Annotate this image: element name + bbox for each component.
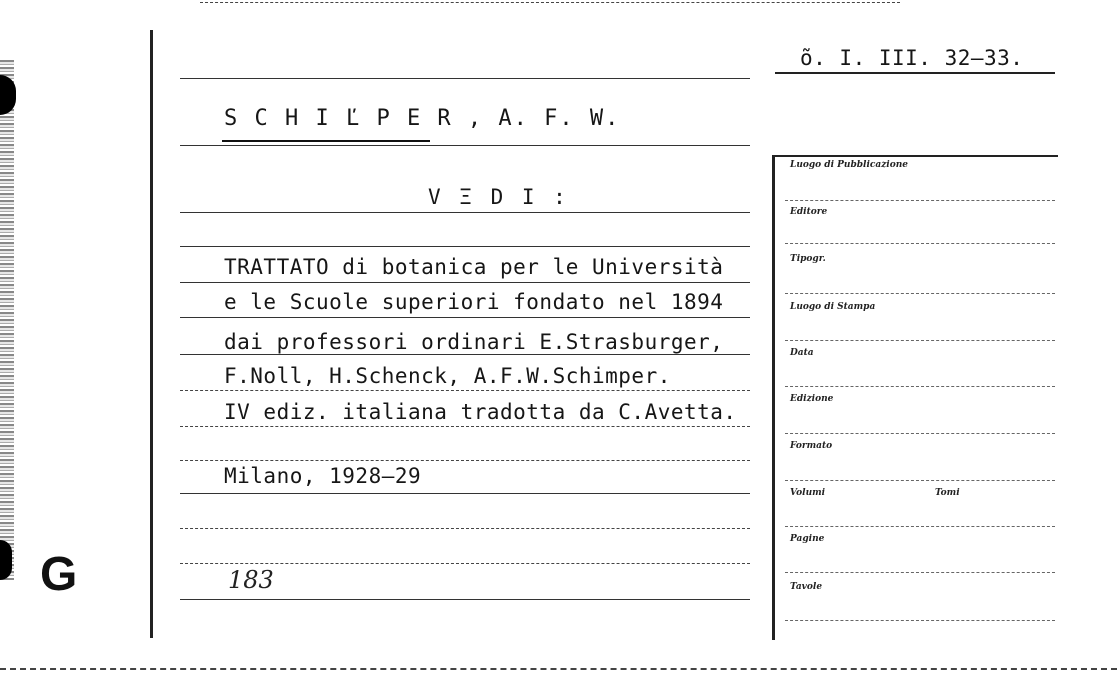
form-rule [785,200,1055,201]
rule-line [180,78,750,79]
left-margin-line [150,30,153,638]
form-label-editore: Editore [790,207,828,217]
rule-line [180,212,750,213]
form-rule [785,243,1055,244]
rule-line [180,282,750,283]
form-column-line [772,155,775,640]
rule-line [180,599,750,600]
rule-line [180,426,750,427]
handwritten-number: 183 [228,566,274,594]
top-edge-line [200,2,900,3]
form-label-tavole: Tavole [790,582,823,592]
form-label-pagine: Pagine [790,534,825,544]
rule-line [180,493,750,494]
rule-line [180,145,750,146]
entry-line-1: TRATTATO di botanica per le Università [224,255,724,279]
rule-line [180,354,750,355]
rule-line [180,528,750,529]
form-rule [785,340,1055,341]
form-rule [785,526,1055,527]
form-label-data: Data [790,348,814,358]
form-rule [785,572,1055,573]
form-label-volumi: Volumi [790,488,826,498]
author-underline [222,140,430,142]
entry-line-4: F.Noll, H.Schenck, A.F.W.Schimper. [224,364,671,388]
margin-letter: G [40,548,78,601]
vedi-label: V Ξ D I : [428,185,569,209]
form-rule [785,480,1055,481]
entry-line-3: dai professori ordinari E.Strasburger, [224,330,724,354]
form-top-rule [772,155,1058,157]
form-label-tipogr: Tipogr. [790,254,826,264]
call-number: õ. I. III. 32–33. [800,46,1024,70]
author-heading: S C H I Ľ P E R , A. F. W. [224,106,621,131]
form-label-luogo-pubblicazione: Luogo di Pubblicazione [790,160,908,170]
rule-line [180,317,750,318]
form-label-luogo-stampa: Luogo di Stampa [790,302,876,312]
call-number-rule [775,72,1055,74]
hole-punch-bottom [0,540,12,580]
form-label-edizione: Edizione [790,394,834,404]
form-label-formato: Formato [790,441,833,451]
rule-line [180,563,750,564]
form-rule [785,386,1055,387]
rule-line [180,246,750,247]
scan-edge-noise [0,60,14,580]
entry-line-6: Milano, 1928–29 [224,464,422,488]
rule-line [180,460,750,461]
form-rule [785,293,1055,294]
form-label-tomi: Tomi [935,488,960,498]
entry-line-5: IV ediz. italiana tradotta da C.Avetta. [224,400,737,424]
form-rule [785,433,1055,434]
bottom-edge-line [0,668,1117,670]
entry-line-2: e le Scuole superiori fondato nel 1894 [224,290,724,314]
rule-line [180,390,750,391]
form-rule [785,620,1055,621]
